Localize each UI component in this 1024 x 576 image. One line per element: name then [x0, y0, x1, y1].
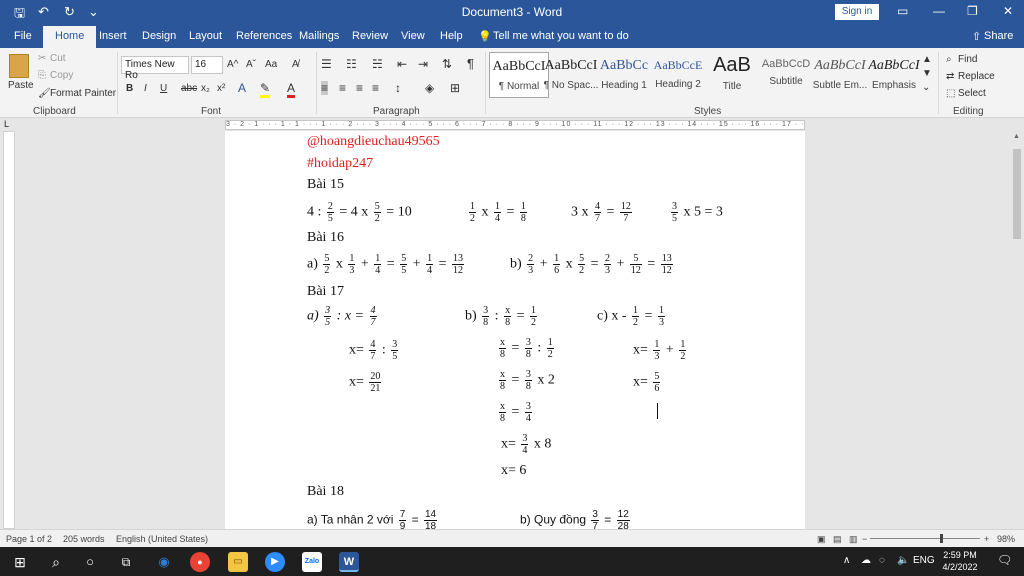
style-title[interactable] [702, 52, 762, 98]
group-divider [316, 52, 317, 114]
font-group-label: Font [201, 106, 222, 117]
clock-time: 2:59 PM [943, 550, 977, 560]
equation: c) x - $\frac{1}{2}$ = $\frac{1}{3}$ [597, 305, 664, 328]
line-spacing-icon[interactable]: ↕ [395, 81, 401, 95]
ribbon-home [0, 48, 1024, 118]
equation: $\frac{3}{5}$ x 5 = 3 [672, 201, 723, 224]
style-no-spacing[interactable] [541, 52, 601, 98]
format-painter-icon[interactable]: 🖌 [38, 88, 51, 99]
tell-me-search[interactable]: Tell me what you want to do [493, 30, 629, 42]
align-left-icon[interactable]: ≡ [321, 81, 329, 95]
equation: 3 x $\frac{4}{7}$ = $\frac{12}{7}$ [571, 201, 631, 224]
tab-references[interactable]: References [236, 30, 293, 42]
zoom-level[interactable]: 98% [997, 534, 1016, 544]
styles-group-label: Styles [694, 106, 722, 117]
style-name: Heading 1 [601, 80, 647, 91]
equation: $\frac{1}{2}$ x $\frac{1}{4}$ = $\frac{1}{8}$ [470, 201, 526, 224]
doc-tag: #hoidap247 [307, 156, 374, 171]
styles-more-icon[interactable]: ⌄ [922, 82, 931, 93]
equation: x= $\frac{4}{7}$ : $\frac{3}{5}$ [349, 339, 398, 362]
heading-bai-17: Bài 17 [307, 284, 344, 299]
print-layout-icon[interactable]: ▤ [833, 534, 842, 544]
shading-icon[interactable]: ◈ [425, 81, 435, 95]
borders-icon[interactable]: ⊞ [450, 81, 461, 95]
style-emphasis[interactable] [864, 52, 924, 98]
style-preview: AaBbCcD [761, 58, 811, 70]
tab-design[interactable]: Design [142, 30, 177, 42]
change-case-button[interactable]: Aa [265, 59, 278, 70]
read-mode-icon[interactable]: ▣ [817, 534, 826, 544]
style-name: Emphasis [872, 80, 916, 91]
undo-icon[interactable]: ↶ [38, 4, 49, 19]
styles-scroll-up-icon[interactable]: ▲ [922, 54, 932, 65]
superscript-button[interactable]: x² [217, 83, 226, 94]
ribbon-display-options-icon[interactable]: ▭ [897, 4, 909, 18]
style-subtle-emphasis[interactable] [810, 52, 870, 98]
show-formatting-button[interactable]: ¶ [467, 56, 474, 71]
heading-bai-18: Bài 18 [307, 484, 344, 499]
edge-icon[interactable]: ◉ [158, 554, 170, 569]
equation: x= $\frac{20}{21}$ [349, 371, 381, 394]
find-icon[interactable]: ⌕ [946, 54, 952, 65]
close-button[interactable]: ✕ [1003, 4, 1014, 18]
paste-icon[interactable] [9, 54, 29, 78]
equation: b) $\frac{3}{8}$ : $\frac{x}{8}$ = $\frac{1}{2}$ [465, 305, 536, 328]
share-button[interactable]: Share [984, 30, 1014, 42]
task-view-icon[interactable]: ⧉ [121, 555, 131, 569]
scroll-up-icon[interactable]: ▲ [1013, 133, 1020, 140]
tab-home[interactable]: Home [43, 26, 96, 48]
replace-icon[interactable]: ⇄ [946, 71, 955, 82]
align-right-icon[interactable]: ≡ [356, 81, 364, 95]
italic-button[interactable]: I [144, 83, 147, 94]
replace-button[interactable]: Replace [958, 71, 995, 82]
editing-group-label: Editing [953, 106, 984, 117]
status-bar [0, 529, 1024, 547]
share-icon: ⇧ [972, 31, 982, 43]
style-heading-1[interactable] [594, 52, 654, 98]
document-page[interactable] [225, 131, 805, 529]
tab-mailings[interactable]: Mailings [299, 30, 340, 42]
justify-icon[interactable]: ≡ [372, 81, 380, 95]
zoom-slider[interactable] [870, 538, 980, 539]
clipboard-group-label: Clipboard [33, 106, 76, 117]
equation: $\frac{x}{8}$ = $\frac{3}{8}$ : $\frac{1}{2}$ [500, 337, 553, 360]
font-size-box[interactable]: 16 [191, 56, 223, 74]
save-icon[interactable]: 🖫 [14, 5, 26, 20]
style-name: Title [722, 81, 742, 92]
tab-review[interactable]: Review [352, 30, 389, 42]
text-effects-icon[interactable]: A [238, 81, 247, 95]
taskbar [0, 547, 1024, 576]
subscript-button[interactable]: x₂ [201, 83, 210, 94]
vertical-ruler [3, 131, 15, 529]
style-preview: AaBbCcE [653, 58, 703, 72]
word-taskbar-icon[interactable]: W [339, 552, 359, 572]
copy-icon[interactable]: ⎘ [38, 70, 46, 81]
equation: x= 6 [501, 463, 527, 478]
minimize-button[interactable]: — [933, 4, 945, 18]
window-title: Document3 - Word [461, 5, 563, 19]
equation: x= $\frac{3}{4}$ x 8 [501, 433, 552, 456]
style-name: Subtle Em... [812, 80, 868, 91]
vertical-scrollbar[interactable] [1010, 131, 1024, 529]
tab-layout[interactable]: Layout [189, 30, 223, 42]
style-preview: AaBbCc [599, 58, 649, 73]
zalo-icon[interactable]: Zalo [302, 552, 322, 572]
network-icon[interactable]: ◌ [879, 555, 885, 566]
restore-button[interactable]: ❐ [967, 4, 978, 18]
zoom-app-icon[interactable]: ▶ [265, 552, 285, 572]
heading-bai-15: Bài 15 [307, 177, 344, 192]
style-subtitle[interactable] [756, 52, 816, 98]
strikethrough-button[interactable]: abc [181, 83, 198, 94]
page-count[interactable]: Page 1 of 2 [6, 534, 53, 544]
sign-in-button[interactable]: Sign in [835, 4, 879, 20]
zoom-slider-handle[interactable] [940, 534, 943, 543]
horizontal-ruler [0, 119, 1024, 131]
tray-overflow-icon[interactable]: ∧ [843, 555, 851, 566]
tab-insert[interactable]: Insert [99, 30, 127, 42]
cut-icon[interactable]: ✂ [38, 53, 47, 64]
zoom-in-icon[interactable]: + [984, 534, 990, 544]
format-painter-button[interactable]: Format Painter [50, 88, 117, 99]
select-icon[interactable]: ⬚ [946, 88, 956, 99]
style-preview: AaBbCcI [544, 58, 598, 73]
group-divider [117, 52, 118, 114]
volume-icon[interactable]: 🔈 [897, 555, 910, 566]
cortana-icon[interactable]: ○ [86, 554, 94, 569]
word-count[interactable]: 205 words [63, 534, 105, 544]
doc-handle: @hoangdieuchau49565 [307, 134, 440, 149]
style-preview: AaBbCcI [492, 59, 546, 74]
equation: a) $\frac{5}{2}$ x $\frac{1}{3}$ + $\frac{1}{4}$ = $\frac{5}{5}$ + $\frac{1}{4}$ = $\frac{13}{12}$ [307, 253, 464, 276]
underline-button[interactable]: U [160, 83, 168, 94]
font-name-box[interactable]: Times New Ro [121, 56, 189, 74]
b18b-text: b) Quy đồng [520, 512, 587, 527]
style-preview: AaBbCcI [814, 58, 866, 73]
style-normal[interactable] [489, 52, 549, 98]
style-preview: AaB [713, 54, 751, 76]
windows-start-icon[interactable]: ⊞ [14, 554, 26, 570]
style-preview: AaBbCcI [868, 58, 920, 73]
styles-scroll-down-icon[interactable]: ▼ [922, 68, 932, 79]
b18a-text: a) Ta nhân 2 với [307, 512, 394, 527]
redo-icon[interactable]: ↻ [64, 4, 75, 19]
sort-icon[interactable]: ⇅ [442, 57, 453, 71]
customize-quick-access-icon[interactable]: ⌄ [88, 4, 99, 19]
equation: b) $\frac{2}{3}$ + $\frac{1}{6}$ x $\frac{5}{2}$ = $\frac{2}{3}$ + $\frac{5}{12}$ = $\frac{13}{12}$ [510, 253, 672, 276]
clock[interactable] [935, 549, 985, 573]
clear-formatting-icon[interactable]: A̸ [292, 59, 299, 70]
style-name: ¶ No Spac... [543, 80, 599, 91]
chrome-icon[interactable]: ● [190, 552, 210, 572]
notifications-icon[interactable]: 🗨 [997, 553, 1013, 567]
equation: a) $\frac{3}{5}$ : x = $\frac{4}{7}$ [307, 305, 376, 328]
equation: x= $\frac{5}{6}$ [633, 371, 660, 394]
font-color-icon[interactable]: A [287, 81, 295, 98]
group-divider [938, 52, 939, 114]
align-center-icon[interactable]: ≡ [339, 81, 347, 95]
shrink-font-button[interactable]: Aˇ [246, 59, 256, 70]
lightbulb-icon: 💡 [478, 31, 492, 43]
group-divider [485, 52, 486, 114]
decrease-indent-icon[interactable]: ⇤ [397, 57, 408, 71]
copy-button[interactable]: Copy [50, 70, 74, 81]
style-name: ¶ Normal [498, 81, 540, 92]
style-name: Subtitle [769, 76, 803, 87]
paragraph-group-label: Paragraph [373, 106, 420, 117]
ruler-scale[interactable]: 3 · 2 · 1 · · · 1 · 1 · · · 1 · · · 2 · · · 3 · · · 4 · · · 5 · · · 6 · · · 7 · · · 8 · · · 9 · · · 10 · · · 11 · · · 12 · · · 13 · · · 14 · · · 15 · · · 16 · · · 17 · · [226, 121, 805, 128]
paste-button[interactable]: Paste [8, 80, 34, 91]
heading-bai-16: Bài 16 [307, 230, 344, 245]
web-layout-icon[interactable]: ▥ [849, 534, 858, 544]
highlight-icon[interactable]: ✎ [260, 81, 270, 98]
tab-help[interactable]: Help [440, 30, 463, 42]
bullets-icon[interactable]: ☰ [321, 57, 332, 71]
scroll-thumb[interactable] [1013, 149, 1021, 239]
ribbon-tabs [0, 24, 1024, 48]
clock-date: 4/2/2022 [942, 562, 978, 572]
select-button[interactable]: Select [958, 88, 986, 99]
multilevel-list-icon[interactable]: ☵ [372, 57, 383, 71]
equation: $\frac{x}{8}$ = $\frac{3}{8}$ x 2 [500, 369, 555, 392]
equation: a) Ta nhân 2 với $\frac{7}{9}$ = $\frac{14}{18}$ [307, 509, 437, 529]
find-button[interactable]: Find [958, 54, 978, 65]
cloud-icon[interactable]: ☁ [861, 555, 871, 566]
increase-indent-icon[interactable]: ⇥ [418, 57, 429, 71]
tab-view[interactable]: View [401, 30, 425, 42]
bold-button[interactable]: B [126, 83, 134, 94]
tab-selector-icon[interactable]: L [4, 119, 10, 129]
equation: 4 : $\frac{2}{5}$ = 4 x $\frac{5}{2}$ = 10 [307, 201, 412, 224]
style-heading-2[interactable] [648, 52, 708, 98]
style-name: Heading 2 [655, 79, 701, 90]
equation: b) Quy đồng $\frac{3}{7}$ = $\frac{12}{28}$ [520, 509, 629, 529]
file-explorer-icon[interactable]: ▭ [228, 552, 248, 572]
tab-file[interactable]: File [14, 30, 32, 42]
search-icon[interactable]: ⌕ [52, 554, 60, 570]
equation: $\frac{x}{8}$ = $\frac{3}{4}$ [500, 401, 531, 424]
numbering-icon[interactable]: ☷ [346, 57, 357, 71]
grow-font-button[interactable]: A^ [227, 59, 239, 70]
cut-button[interactable]: Cut [50, 53, 66, 64]
text-cursor [657, 403, 658, 419]
language-indicator[interactable]: English (United States) [116, 534, 209, 544]
input-language[interactable]: ENG [913, 555, 935, 566]
title-bar [0, 0, 1024, 24]
zoom-out-icon[interactable]: − [862, 534, 868, 544]
equation: x= $\frac{1}{3}$ + $\frac{1}{2}$ [633, 339, 686, 362]
